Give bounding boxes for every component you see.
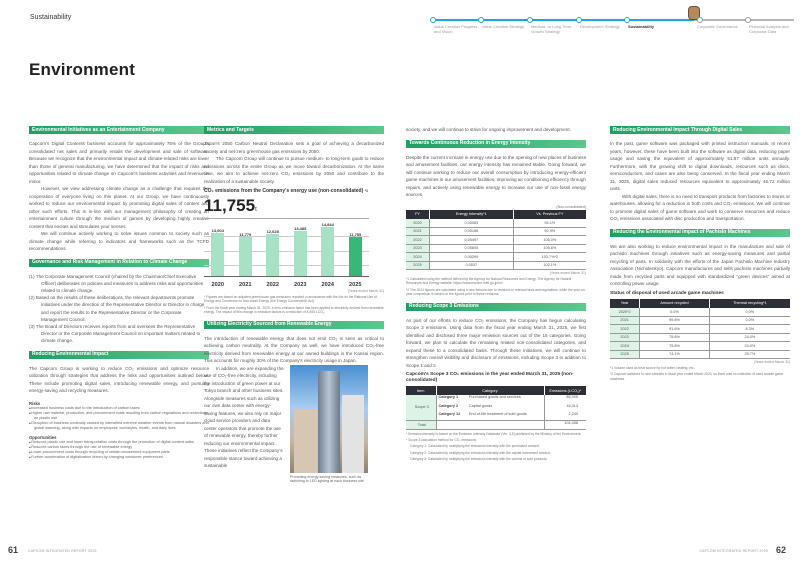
column-header: Item [406,386,436,395]
column-header: Year [610,299,640,308]
column-2 [204,126,384,484]
bar-2021 [236,232,254,276]
bar-value-label: 13,004 [211,227,224,233]
photo-caption: Promoting energy-saving measures, such as switching to LED lighting at each business site [290,474,364,484]
energy-intensity-table [406,210,586,271]
list-item: ■ Reduced plastic use and lower transportation costs through the promotion of digital content sales [29,440,209,445]
paragraph: society, and we will continue to strive for ongoing improvement and development. [406,127,571,132]
footnote: *2 The 2024 figures are calculated using a new formula due to revisions in relevant laws and regulations, while the year-on-year comparison is based on the figures prior to these revisions. [406,287,586,297]
bar-value-label: 14,844 [321,221,334,227]
footnote: Category 1: Calculated by multiplying the emissions intensity with the purchased amount. [410,444,540,449]
bar-rect [239,237,252,276]
nav-dot-icon [430,17,436,23]
table-row: 2020 0.05083 95.1% [406,219,586,228]
column-header: Thermal recycling*1 [709,299,790,308]
x-tick-label: 2024 [321,282,334,288]
heading-energy-intensity: Towards Continuous Reduction in Energy Intensity [406,140,586,148]
table-row: Scope 3 Category 1 Purchased goods and services 85,905 [406,395,586,404]
opportunities-list [29,440,209,460]
table-title: Capcom's Scope 3 CO₂ emissions in the year ended March 31, 2025 (non-consolidated) [406,372,574,384]
table-row: 2024 0.05299 103.7%*2 [406,253,586,262]
paragraph: However, we view addressing climate change as a challenge that requires the cooperation of everyone living on this planet. At our Group, we have continuously worked to reduce our environmental impact by promoting digital sales of content and other such efforts. This is in-line with our management philosophy of creating an entertainment culture through the medium of games by developing highly creative content that excites and stimulates your senses. [29,186,209,229]
photo-figure [290,365,368,484]
gridline [204,236,369,237]
paragraph: Capcom's Digital Contents business accounts for approximately 75% of the Group's consolidated net sales and primarily entails the development and sale of software. Because we recognize that the environmental impact and climate-related risks are lower than those of general manufacturing, we have determined that the impact of risks and opportunities related to climate change on Capcom's business activities and revenue is minor. [29,141,209,184]
heading-pachislo: Reducing the Environmental Impact of Pachislo Machines [610,229,790,237]
table-row: 2022 0.05497 106.0% [406,236,586,245]
nav-dot-icon [478,17,484,23]
report-name-right: CAPCOM INTEGRATED REPORT 2025 [699,549,768,553]
bar-2020 [209,228,227,276]
table-row: Category 2 Capital goods 16,313 [406,404,586,413]
risks-list [29,406,209,431]
table-row: Category 12 End-of-life treatment of sold goods 2,240 [406,412,586,421]
chapter-navigation: Value Creation Progress and Vision Value Creation Strategy Medium- to Long-Term Growth Strategy Development Strategy Sustainability Corporate Governance Financial Analysis and Corporate Data [430,14,800,54]
headline-value: 11,755t [204,196,257,215]
x-tick-label: 2025 [349,282,362,288]
heading-reducing-impact: Reducing Environmental Impact [29,351,209,359]
heading-environmental-initiatives: Environmental Initiatives as an Entertainment Company [29,126,209,134]
paragraph: The Capcom Group is working to reduce CO₂ emissions and optimize resource utilization through strategies that address the risks and opportunities outlined below. These include promoting digital sales, introducing renewable energy, and pursuing energy-saving and recycling measures. [29,365,209,394]
bar-value-label: 13,485 [294,226,307,232]
column-header: Energy Intensity*1 [430,210,514,219]
nav-dot-icon [745,17,751,23]
footnote: * Emission intensity is based on the Emission Intensity Database (Ver. 3.5) published by the Ministry of the Environment. [406,431,582,436]
chart-title: CO₂ emissions from the Company's energy use (non-consolidated) *1 [204,188,368,194]
years-note: (Years ended March 31) [753,360,790,364]
bar-rect [294,231,307,276]
heading-scope3: Reducing Scope 3 Emissions [406,303,586,311]
bar-value-label: 12,628 [266,228,279,234]
paragraph: As part of our efforts to reduce CO₂ emissions, the Company has begun calculating Scope 3 emissions. Using data from the fiscal year ending March 31, 2025, we first identified and disclosed three major emission sources out of the 15 categories. Going forward, we plan to calculate the remaining related non-consolidated categories, and expand these to a consolidated basis. Through these initiatives, we will continue to strengthen overall visibility and disclosure of emissions, including Scope 3 in addition to Scope 1 and 2. [406,317,586,368]
risks-heading: Risks [29,400,41,406]
scope3-table [406,386,586,430]
gridline [204,265,369,266]
bar-2024 [319,222,337,276]
table-row: 2021 0.05186 92.9% [406,227,586,236]
bar-value-label: 11,755 [349,231,362,237]
page-title: Environment [29,60,136,79]
table-row-total: Total 104,458 [406,421,586,430]
nav-dot-icon [576,17,582,23]
list-item: ■ Lower procurement costs through recycling of certain amusement equipment parts [29,450,209,455]
nav-progress-line [432,19,694,21]
column-header: Vs. Previous FY [513,210,586,219]
paragraph: Japan's 2050 Carbon Neutral Declaration sets a goal of achieving a decarbonized society and net-zero greenhouse gas emissions by 2050. [204,141,384,154]
list-item: (2) Based on the results of these deliberations, the relevant departments promote initiatives under the direction of the Representative Director or Director in charge and report the results to the Representative Director or the Corporate Management Council. [29,295,205,322]
years-note: (Years ended March 31) [347,289,384,293]
footnote: Category 3: Calculated by multiplying the emissions intensity with the volume of sold products. [410,457,548,462]
bar-rect [321,227,334,276]
paragraph: In the past, game software was packaged with printed instruction manuals. In recent years, however, these have been built into the software as digital data, reducing paper usage and saving the equivalent of approximately 51.87 million units annually. Furthermore, with the growing shift to digital downloads, resources such as discs, semiconductors, and cases are also being conserved. In the fiscal year ending March 31, 2025, digital sales reduced resources equivalent to approximately 46.72 million units. [610,141,790,191]
nav-dot-icon [697,17,703,23]
table-row: 2023 75.8% 24.0% [610,333,790,342]
paragraph: We are also working to reduce environmental impact in the manufacture and sale of pachislo machines through initiatives such as energy-saving measures and partial recycling of parts. In solidarity with the efforts of the Japan Pachislo Machine Industry Association (Nichidenkyo), Capcom manufactures and sells pachislo machines partially made from recycled parts and equipped with standardized "green devices" aimed at controlling power usage. [610,243,790,286]
footnote: * Scope 3 calculation method for CO₂ emissions [406,438,477,443]
footnote: Category 2: Calculated by multiplying the emissions intensity with the capital investment amount. [410,450,551,455]
table-row: 2022 91.6% 8.3% [610,325,790,334]
report-name-left: CAPCOM INTEGRATED REPORT 2025 [28,549,97,553]
page-number-right: 62 [775,545,786,555]
paragraph: Despite the current increase in energy use due to the opening of new places of business and amusement facilities, our energy intensity has remained stable. Going forward, we will continue working to reduce our overall consumption by introducing energy-efficient game machines in our amusement facilities, improving air conditioning efficiency through repairs, and actively using renewable energy to increase our use of non-fossil energy sources. [406,154,586,197]
column-3 [406,126,586,462]
footnote: * Figures are based on adjusted greenhouse gas emissions reported in accordance with the Act on the Rational Use of Energy and Conversion to Non-fossil Energy (the Energy Conservation Act). [204,295,377,304]
list-item: ■ Further acceleration of digitalization driven by changing consumer preferences [29,455,209,460]
table-row: 2024 75.8% 24.0% [610,342,790,351]
heading-governance: Governance and Risk Management in Relation to Climate Change [29,259,209,267]
page-number-left: 61 [8,545,19,555]
column-header: Category [436,386,544,395]
table-row: 2025 0.0537 102.1% [406,261,586,270]
footnote: *1 Calculated using the method defined by the Agency for Natural Resources and Energy. The Agency for Natural Resources and Energy website: https://www.enecho.meti.go.jp/en/ [406,277,572,286]
x-tick-label: 2020 [211,282,224,288]
list-item: ■ Reduced carbon taxes through the use of renewable energy [29,445,209,450]
gridline [204,251,369,252]
x-tick-label: 2021 [239,282,252,288]
heading-renewable-energy: Utilizing Electricity Sourced from Renewable Energy [204,321,384,329]
x-tick-label: 2022 [266,282,279,288]
footnote: * From the fiscal year ending March 31, 2025, a zero-emission factor has been applied to electricity derived from renewable energy. The impact of this change in emission factors is a reduction of 4,455 t-CO₂. [204,305,384,315]
x-tick-label: 2023 [294,282,307,288]
column-header: Amount recycled [640,299,709,308]
footnote: *2 Capcom switched to new cabinets in fiscal year ended March 2020, so there was no collection of used arcade game machines. [610,372,784,381]
list-item: ■ Higher raw material, production, and procurement costs resulting from carbon regulations and restrictions on plastic use [29,411,209,421]
column-header: FY [406,210,430,219]
heading-metrics-targets: Metrics and Targets [204,126,384,134]
table-row: 2021 99.8% 0.0% [610,316,790,325]
heading-digital-sales: Reducing Environmental Impact Through Digital Sales [610,126,790,134]
bar-value-label: 11,779 [239,231,252,237]
paragraph: The introduction of renewable energy that does not emit CO₂ is seen as critical to achieving carbon neutrality. At the Company as well, we have introduced CO₂-free electricity derived from renewable energy at our owned buildings in the Kansai region. This accounts for roughly 30% of the Company's electricity usage in Japan. [204,335,384,364]
bar-2023 [291,226,309,276]
column-1 [29,126,209,463]
nav-dot-icon [624,17,630,23]
bar-rect [211,233,224,276]
governance-list [29,273,209,345]
years-note: (Years ended March 31) [549,271,586,275]
co2-bar-chart [204,218,369,288]
bar-2022 [264,229,282,276]
nav-remaining-line [694,19,794,21]
nav-dot-icon [527,17,533,23]
unit-note: (Non-consolidated) [556,204,586,209]
column-4 [610,126,790,381]
paragraph: The Capcom Group will continue to pursue medium- to long-term goals to reduce emissions across the entire Group as we move toward decarbonization. At the same time, we aim to achieve net-zero CO₂ emissions by 2050 and contribute to the realization of a sustainable society. [204,156,384,184]
table-title: Status of disposal of used arcade game machines [610,290,724,296]
list-item: (3) The Board of Directors receives reports from and oversees the Representative Director or the Corporate Management Council on important matters related to climate change. [29,323,201,344]
bar-rect [349,237,362,276]
office-building-photo [290,365,368,473]
photo-block [204,365,384,484]
table-row: 2025 74.1% 25.7% [610,350,790,359]
table-row: 2023 0.05805 105.6% [406,244,586,253]
chart-baseline [204,276,369,277]
section-label: Sustainability [30,14,72,21]
list-item: ■ Disruption of business continuity caused by intensified extreme weather events from natural disasters and global warming, along with impacts on employees' workstyles, health, and daily lives [29,421,209,431]
paragraph: With digital sales, there is no need to transport products from factories to stores or warehouses, allowing for a reduction in both costs and CO₂ emissions. We will continue to promote digital sales of game software and work to conserve resources and reduce CO₂ emissions associated with disc production and transportation. [610,193,790,221]
paragraph: We will continue actively working to solve issues common to society such as climate change while referring to indicators and frameworks such as the TCFD recommendations. [29,231,209,251]
bar-2025 [346,232,364,276]
bar-rect [266,234,279,276]
column-header: Emissions (t-CO₂)* [544,386,586,395]
list-item: ■ Increased business costs due to the introduction of carbon taxes [29,406,209,411]
list-item: (1) The Corporate Management Council (chaired by the Chairman/Chief Executive Officer) deliberates on policies and measures to address risks and opportunities related to climate change. [29,273,204,293]
opportunities-heading: Opportunities [29,434,57,440]
table-row: 2020*2 0.0% 0.0% [610,308,790,317]
footnote: *1 Volume used as heat source for hot water, heating, etc. [610,366,695,370]
arcade-disposal-table [610,299,790,360]
paragraph: In addition, we are expanding the use of CO₂-free electricity, including the introduction of green power at our Tokyo branch and other business sites. Alongside measures such as utilizing our own data center with energy-saving features, we also rely on major cloud service providers and data center operators that promote the use of renewable energy, thereby further reducing our environmental impact. These initiatives reflect the Company's responsible stance toward achieving a sustainable [204,365,284,469]
